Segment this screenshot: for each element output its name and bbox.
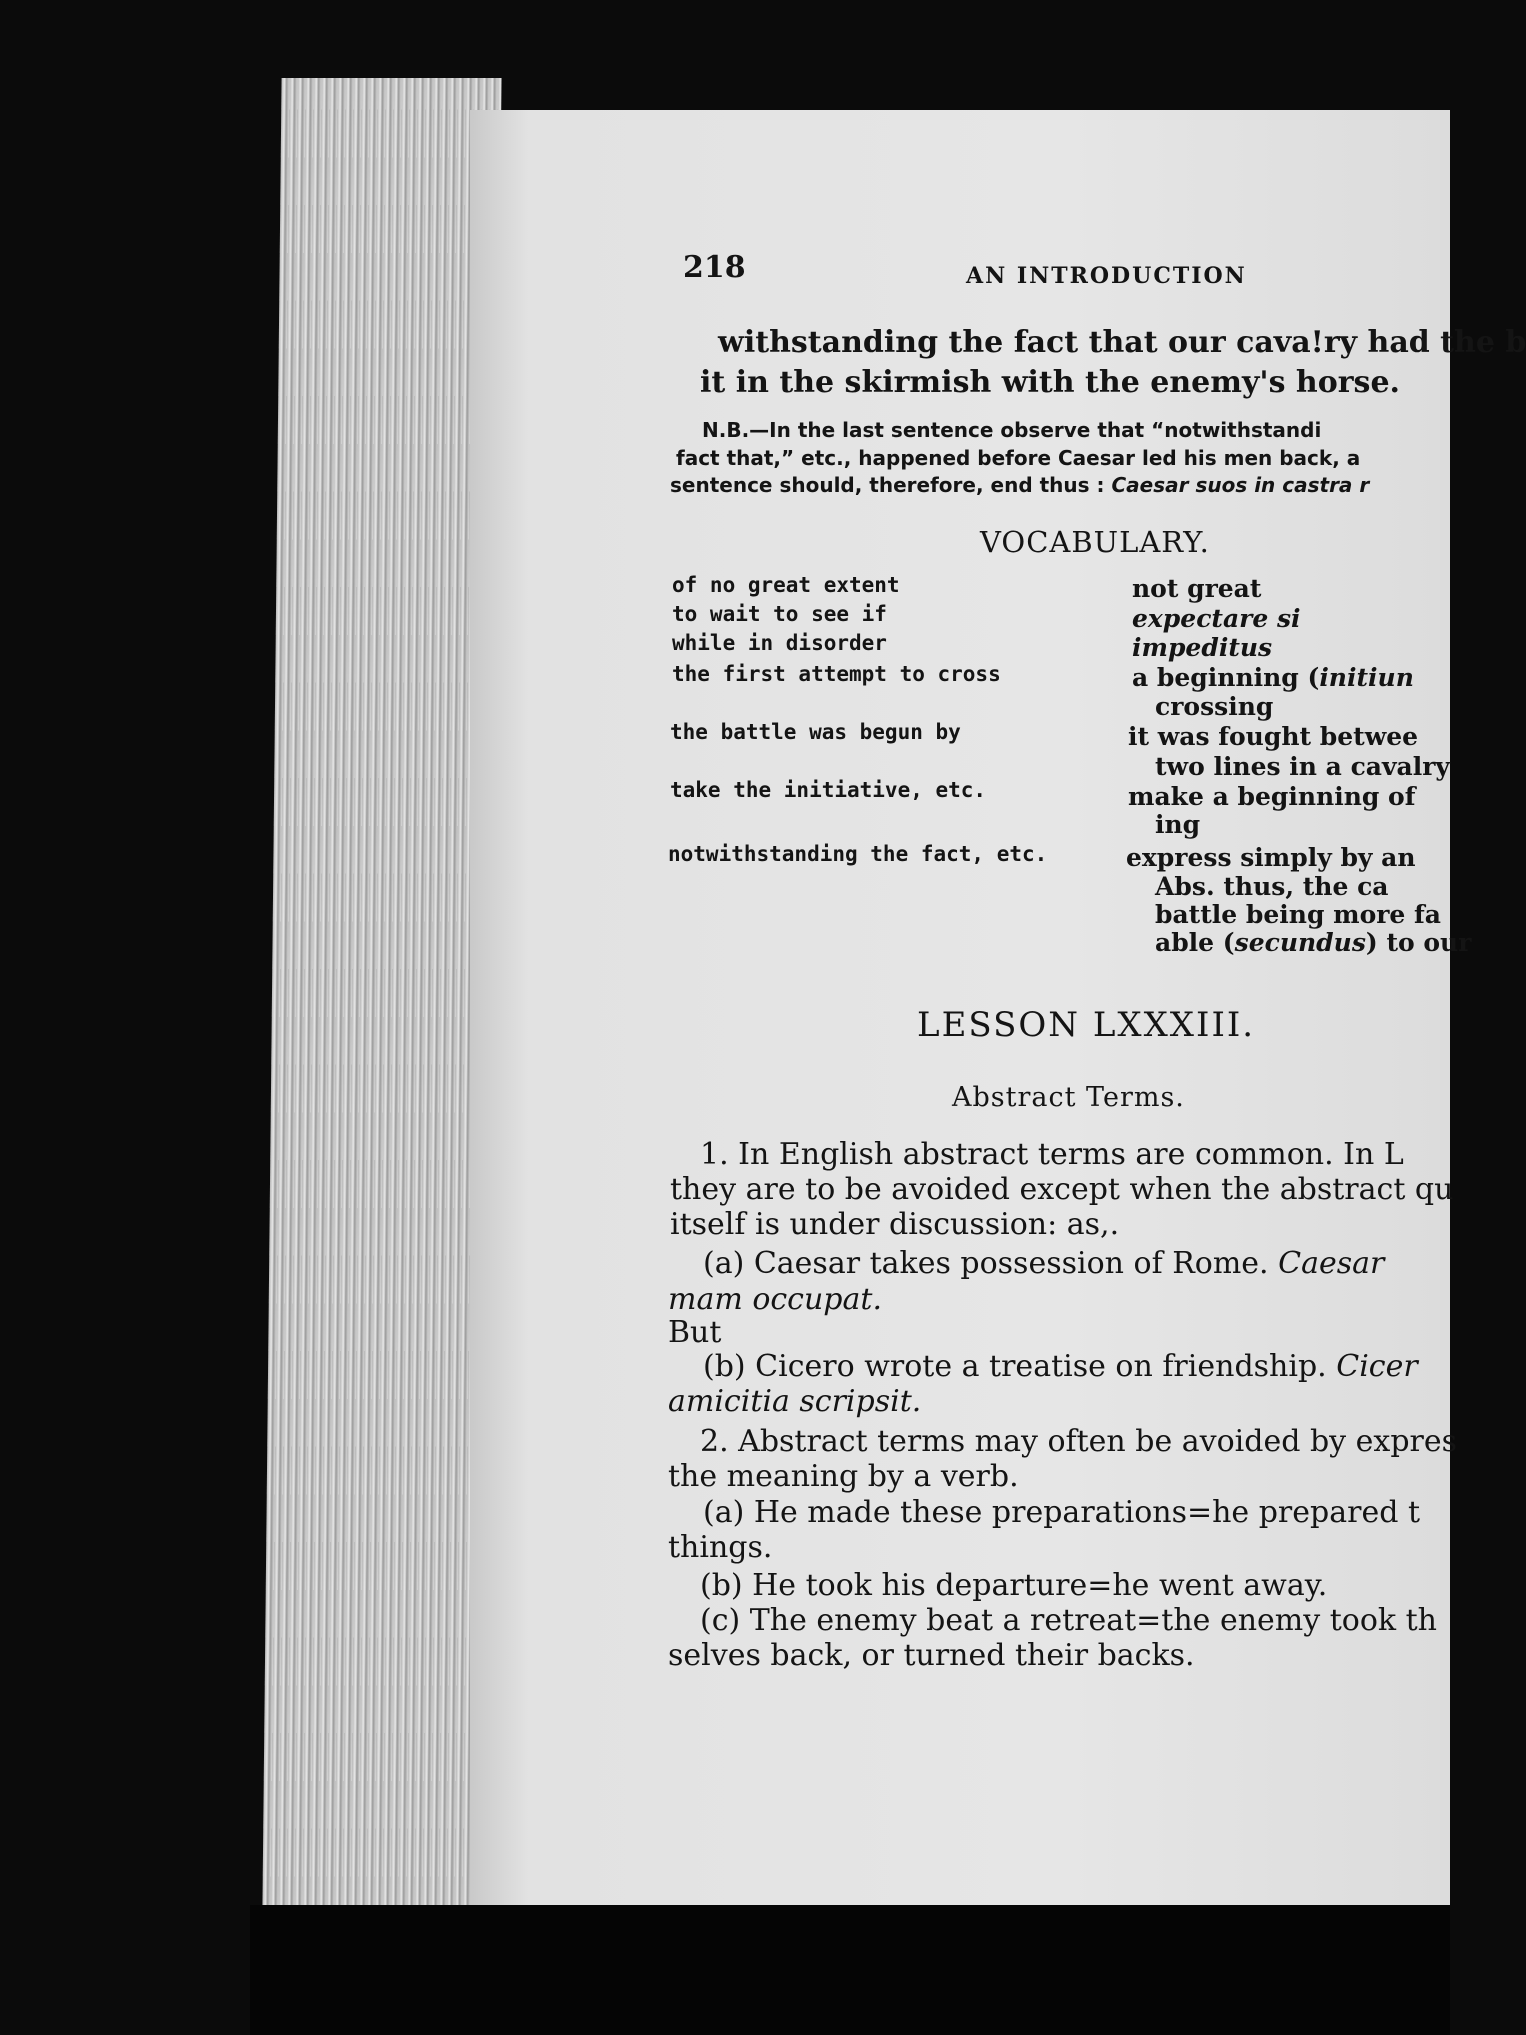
vocab-latin-part: ) to our <box>1365 928 1472 957</box>
vocab-latin-cont: two lines in a cavalry <box>1155 752 1450 781</box>
vocab-english: the first attempt to cross <box>672 662 1001 686</box>
vocab-latin-part: able ( <box>1155 928 1235 957</box>
body-line: 2. Abstract terms may often be avoided by expres <box>700 1424 1458 1459</box>
body-line: the meaning by a verb. <box>668 1459 1019 1494</box>
body-line: they are to be avoided except when the abstract qu <box>670 1172 1454 1207</box>
vocab-english: of no great extent <box>672 573 900 597</box>
example-english: (b) Cicero wrote a treatise on friendship. <box>703 1349 1327 1384</box>
example-line <box>703 1349 1418 1384</box>
body-line: itself is under discussion: as,. <box>670 1207 1120 1242</box>
vocab-english: take the initiative, etc. <box>670 778 987 802</box>
vocab-english: while in disorder <box>672 631 887 655</box>
vocab-latin <box>1132 663 1414 692</box>
vocab-latin-cont: ing <box>1155 810 1201 839</box>
vocab-english: to wait to see if <box>672 602 887 626</box>
vocab-latin: make a beginning of <box>1128 782 1416 811</box>
vocab-latin: not great <box>1132 574 1262 603</box>
vocab-latin-part: a beginning ( <box>1132 663 1320 692</box>
vocab-latin-cont: battle being more fa <box>1155 900 1441 929</box>
note-line-3-prefix: sentence should, therefore, end thus : <box>670 473 1105 497</box>
running-title: AN INTRODUCTION <box>966 263 1247 289</box>
example-line: (c) The enemy beat a retreat=the enemy took th <box>700 1603 1438 1638</box>
example-line-cont: selves back, or turned their backs. <box>668 1638 1195 1673</box>
opening-line-2: it in the skirmish with the enemy's horse. <box>700 365 1400 400</box>
vocab-latin: it was fought betwee <box>1128 722 1419 751</box>
example-english: (a) Caesar takes possession of Rome. <box>703 1246 1269 1281</box>
note-line-2: fact that,” etc., happened before Caesar led his men back, a <box>676 446 1361 470</box>
vocabulary-title: VOCABULARY. <box>980 525 1210 559</box>
vocab-latin-cont <box>1155 928 1471 957</box>
vocab-english: the battle was begun by <box>670 720 961 744</box>
body-line: 1. In English abstract terms are common. In L <box>700 1137 1404 1172</box>
vocab-latin-cont: crossing <box>1155 692 1274 721</box>
example-line-cont: things. <box>668 1530 773 1565</box>
example-line: (a) He made these preparations=he prepared t <box>703 1495 1420 1530</box>
note-line-3 <box>670 473 1369 497</box>
vocab-latin-italic: initiun <box>1319 663 1414 692</box>
note-line-1: N.B.—In the last sentence observe that “notwithstandi <box>702 418 1322 442</box>
example-latin-cont: mam occupat. <box>668 1282 882 1317</box>
example-line: (b) He took his departure=he went away. <box>700 1568 1328 1603</box>
body-line: But <box>668 1315 722 1350</box>
example-line <box>703 1246 1384 1281</box>
example-latin: Cicer <box>1336 1349 1418 1384</box>
example-latin: Caesar <box>1278 1246 1385 1281</box>
bottom-shadow <box>250 1905 1450 2035</box>
lesson-subtitle: Abstract Terms. <box>952 1082 1185 1113</box>
page-number: 218 <box>683 250 746 285</box>
vocab-latin: expectare si <box>1132 604 1301 633</box>
lesson-title: LESSON LXXXIII. <box>917 1005 1256 1045</box>
note-line-3-latin: Caesar suos in castra r <box>1111 473 1370 497</box>
vocab-latin: express simply by an <box>1126 843 1416 872</box>
vocab-english: notwithstanding the fact, etc. <box>668 842 1048 866</box>
vocab-latin-italic: secundus <box>1234 928 1366 957</box>
page-edges <box>262 78 501 1908</box>
example-latin-cont: amicitia scripsit. <box>668 1384 922 1419</box>
vocab-latin: impeditus <box>1132 633 1273 662</box>
opening-line-1: withstanding the fact that our cava!ry had the b <box>718 325 1526 360</box>
vocab-latin-cont: Abs. thus, the ca <box>1155 872 1389 901</box>
